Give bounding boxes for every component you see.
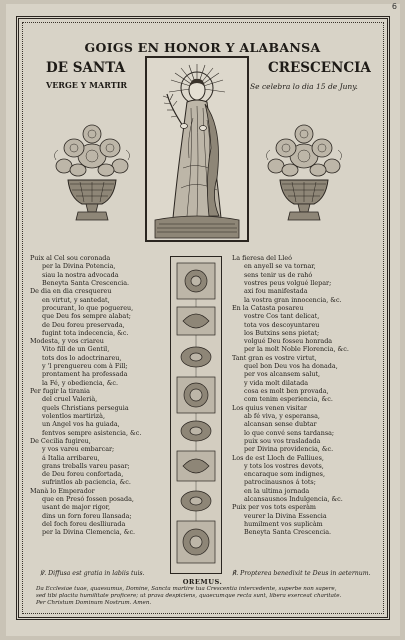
flower-vase-right-icon [262,120,346,226]
verse-line: Modesta, y vos criareu [30,337,104,346]
verse-line: vostres peus volgué llepar; [244,278,332,287]
prayer-line-3: Per Christum Dominum Nostrum. Amen. [36,600,152,606]
verse-line: En la Catasta posareu [232,303,304,312]
verse-line: per la Divina Clemencia, &c. [42,528,136,537]
page-title: GOIGS EN HONOR Y ALABANSA [84,40,321,55]
verse-line: Manà lo Emperador [30,486,95,495]
verse-line: fentvos sempre asistencia, &c. [42,428,142,437]
saint-crescencia-icon [147,58,247,240]
verse-line: Tant gran es vostre virtut, [232,353,317,362]
verse-line: tota vos descoyuntareu [244,320,320,329]
verse-line: La fieresa del Lleó [232,254,292,262]
verse-line: ab fé viva, y esperansa, [244,411,320,420]
verse-line: tots dos lo adoctrinareu, [42,353,122,362]
verse-line: que Deu fos sempre alabat; [42,312,131,321]
verse-line: de Deu foreu preservada, [42,320,125,329]
verse-line: usant de major rigor, [42,503,111,512]
verse-line: cosa es molt ben provada, [244,387,329,395]
page-number: 6 [391,2,397,11]
verse-line: prontament ha professada [42,370,128,379]
verse-line: volentlos martirizà, [42,411,106,420]
verse-line: los Butxins sens pietat; [244,328,320,337]
verse-line: vostre Cos tant delicat, [244,312,320,321]
verse-line: la vostra gran innocencia, &c. [244,295,342,304]
saint-image [145,56,249,242]
heading-right: CRESCENCIA [268,60,371,76]
verse-line: Los quius venen visitar [232,403,307,412]
verse-line: procurant, lo que poguereu, [42,303,134,312]
verse-line: de Deu foreu confortada, [42,470,124,479]
verse-line: veurer la Divina Essencia [244,511,327,520]
verse-line: Per fugir la tirania [30,387,90,395]
verse-line: patrocinausnos á tots; [244,478,316,487]
verse-line: en virtut, y santedat, [42,295,110,304]
verse-line: y vos vareu embarcar; [42,445,115,454]
verse-line: per la molt Noble Florencia, &c. [244,345,349,354]
verse-line: grans treballs vareu pasar; [42,461,130,470]
verse-line: lo que convé sens tardansa; [244,428,335,437]
verse-line: per Divina providencia, &c. [244,445,334,454]
heading-left: DE SANTA [46,60,126,76]
verse-line: volgué Deu fosseu honrada [244,337,333,346]
verse-line: fugint tota indecencia, &c. [42,328,129,337]
flower-vase-left-icon [50,120,134,226]
verse-line: en la ultima jornada [244,486,310,495]
response: ℟. Propterea benedixit te Deus in aeternum. [232,570,371,577]
verse-line: sufrintlos ab paciencia, &c. [42,478,131,487]
subtitle-left: VERGE Y MARTIR [46,80,128,90]
verse-line: Los de est Lloch de Falliues, [232,453,324,462]
floral-column-ornament-icon [170,256,222,574]
verse-line: un Angel vos ha guiada, [42,420,120,429]
verse-line: humilment vos suplicàm [244,520,323,528]
verse-line: sens tenir us de rahó [244,270,313,279]
verse-line: del foch foreu deslliurada [42,520,126,528]
verse-line: que en Presó fossen posada, [42,495,134,504]
verse-line: per vos alcansem salut, [244,370,321,379]
verse-line: la Fé, y obediencia, &c. [42,378,119,387]
prayer-line-1: Da Ecclesiae tuae, quaesumus, Domine, Sancta martire tua Crescentia intercedente, superbe non sapere, [36,586,337,592]
verse-line: quel bon Deu vos ha donada, [244,362,338,371]
verse-line: Beneyta Santa Crescencia. [42,278,130,287]
verse-line: dins un forn foreu llansada; [42,511,132,520]
verse-line: siau la nostra advocada [42,270,119,279]
verse-line: com tenim esperiencia, &c. [244,395,333,404]
verse-line: del cruel Valerià, [42,395,98,404]
verse-line: y tots los vostres devots, [244,461,324,470]
verse-line: y vida molt dilatada [244,378,309,387]
verse-line: axi fou manifestada [244,287,308,296]
verse-line: Puix per vos tots esperàm [232,503,316,512]
prayer-line-2: sed tibi placita humilitate proficere; ut prava despiciens, quaecumque recta sunt, libera exerceat charitate. [36,593,342,599]
verse-line: alcansausnos Indulgencia, &c. [244,495,343,504]
verse-line: puix sou vos trasladada [244,436,321,445]
versicle: ℣. Diffusa est gratia in labiis tuis. [40,570,145,577]
verse-line: Vito fill de un Gentil, [42,345,110,354]
verses-right [232,254,382,537]
feast-date: Se celebra lo dia 15 de Juny. [250,82,358,91]
verse-line: y 'l prenguereu com à Fill; [42,362,128,371]
verse-line: Puix al Cel sou coronada [30,254,111,262]
verse-line: De dia en dia cresquereu [30,287,112,296]
oremus-heading: OREMUS. [182,578,223,586]
verse-line: per la Divina Potencia, [42,262,116,271]
verse-line: alcansan sense dubtar [244,420,317,429]
verse-line: en anyell se va tornar, [244,262,316,271]
verse-line: á Italia arribareu, [42,453,100,462]
verse-line: Beneyta Santa Crescencia. [244,528,332,537]
verse-line: encaraque som indignes, [244,470,325,479]
verse-line: quels Christians perseguia [42,403,129,412]
verses-left [30,254,162,537]
verse-line: De Cecilia fugireu, [30,436,91,445]
